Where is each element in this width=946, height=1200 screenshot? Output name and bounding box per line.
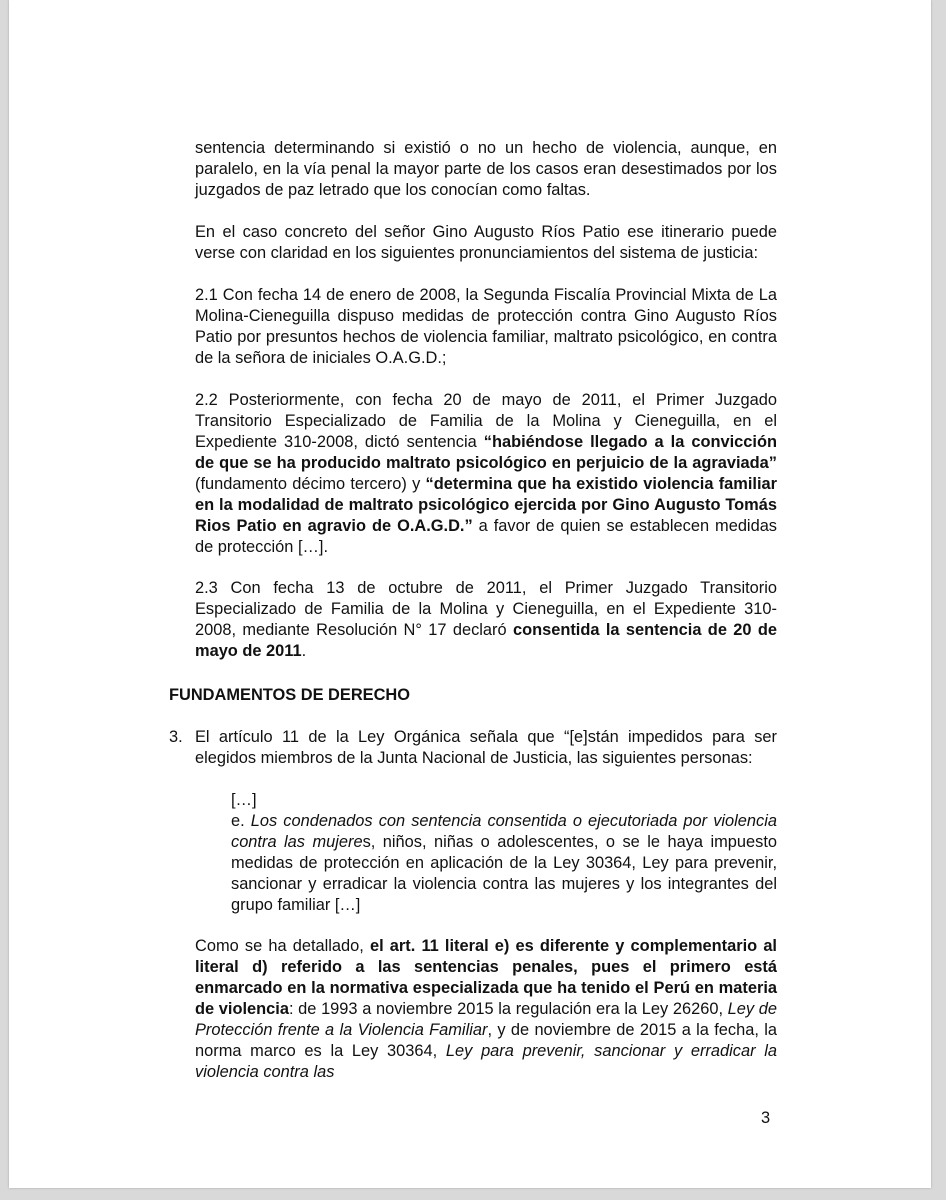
final-bold: el art. 11 literal e) es diferente y complementario al literal d) referido a las sentencias penales, pues el primero está enmarcado en la normativa especializada que ha tenido el Perú en materia de violencia <box>195 937 777 1018</box>
quoted-legal-text <box>231 790 777 916</box>
paragraph-2-2-bold-quote-1: “habiéndose llegado a la convicción de que se ha producido maltrato psicológico en perjuicio de la agraviada” <box>195 433 777 472</box>
paragraph-case: En el caso concreto del señor Gino Augusto Ríos Patio ese itinerario puede verse con claridad en los siguientes pronunciamientos del sistema de justicia: <box>195 223 777 262</box>
final-text-e: , y de noviembre de 2015 a la fecha, la norma marco es la Ley 30364, <box>195 1021 777 1060</box>
paragraph-2-1: 2.1 Con fecha 14 de enero de 2008, la Segunda Fiscalía Provincial Mixta de La Molina-Cieneguilla dispuso medidas de protección contra Gino Augusto Ríos Patio por presuntos hechos de violencia familiar, maltrato psicológico, en contra de la señora de iniciales O.A.G.D.; <box>195 286 777 367</box>
item-3-text: El artículo 11 de la Ley Orgánica señala que “[e]stán impedidos para ser elegidos miembros de la Junta Nacional de Justicia, las siguientes personas: <box>195 728 777 767</box>
paragraph-2-3-bold: consentida la sentencia de 20 de mayo de 2011 <box>195 621 777 660</box>
final-text-a: Como se ha detallado, <box>195 937 370 955</box>
quote-prefix: e. <box>231 812 251 830</box>
paragraph-2-2-text-a: 2.2 Posteriormente, con fecha 20 de mayo de 2011, el Primer Juzgado Transitorio Especializado de Familia de la Molina y Cieneguilla, en el Expediente 310-2008, dictó sentencia <box>195 391 777 451</box>
section-heading: FUNDAMENTOS DE DERECHO <box>169 686 411 704</box>
quote-italic: Los condenados con sentencia consentida o ejecutoriada por violencia contra las mujere <box>231 812 777 851</box>
document-page <box>9 0 931 1188</box>
numbered-item-3 <box>169 727 777 769</box>
final-italic-law-1: Ley de Protección frente a la Violencia Familiar <box>195 1000 777 1039</box>
item-number: 3. <box>169 728 183 746</box>
paragraph-final <box>195 936 777 1083</box>
final-italic-law-2: Ley para prevenir, sancionar y erradicar la violencia contra las <box>195 1042 777 1081</box>
final-text-c: : de 1993 a noviembre 2015 la regulación era la Ley 26260, <box>288 1000 728 1018</box>
page-number: 3 <box>761 1109 771 1127</box>
paragraph-2-2-text-c: (fundamento décimo tercero) y <box>195 475 426 493</box>
quote-rest: s, niños, niñas o adolescentes, o se le haya impuesto medidas de protección en aplicación de la Ley 30364, Ley para prevenir, sancionar y erradicar la violencia contra las mujeres y los integrantes del grupo familiar […] <box>231 833 777 914</box>
paragraph-2-3-text-a: 2.3 Con fecha 13 de octubre de 2011, el Primer Juzgado Transitorio Especializado de Familia de la Molina y Cieneguilla, en el Expediente 310-2008, mediante Resolución N° 17 declaró <box>195 579 777 639</box>
paragraph-2-3-text-c: . <box>301 642 307 660</box>
paragraph-2-3 <box>195 578 777 662</box>
paragraph-2-2-bold-quote-2: “determina que ha existido violencia familiar en la modalidad de maltrato psicológico ejercida por Gino Augusto Tomás Rios Patio en agravio de O.A.G.D.” <box>195 475 777 535</box>
paragraph-2-2 <box>195 390 777 558</box>
quote-ellipsis: […] <box>231 791 257 809</box>
paragraph-intro: sentencia determinando si existió o no un hecho de violencia, aunque, en paralelo, en la vía penal la mayor parte de los casos eran desestimados por los juzgados de paz letrado que los conocían como faltas. <box>195 139 777 199</box>
paragraph-2-2-text-e: a favor de quien se establecen medidas de protección […]. <box>195 517 778 556</box>
